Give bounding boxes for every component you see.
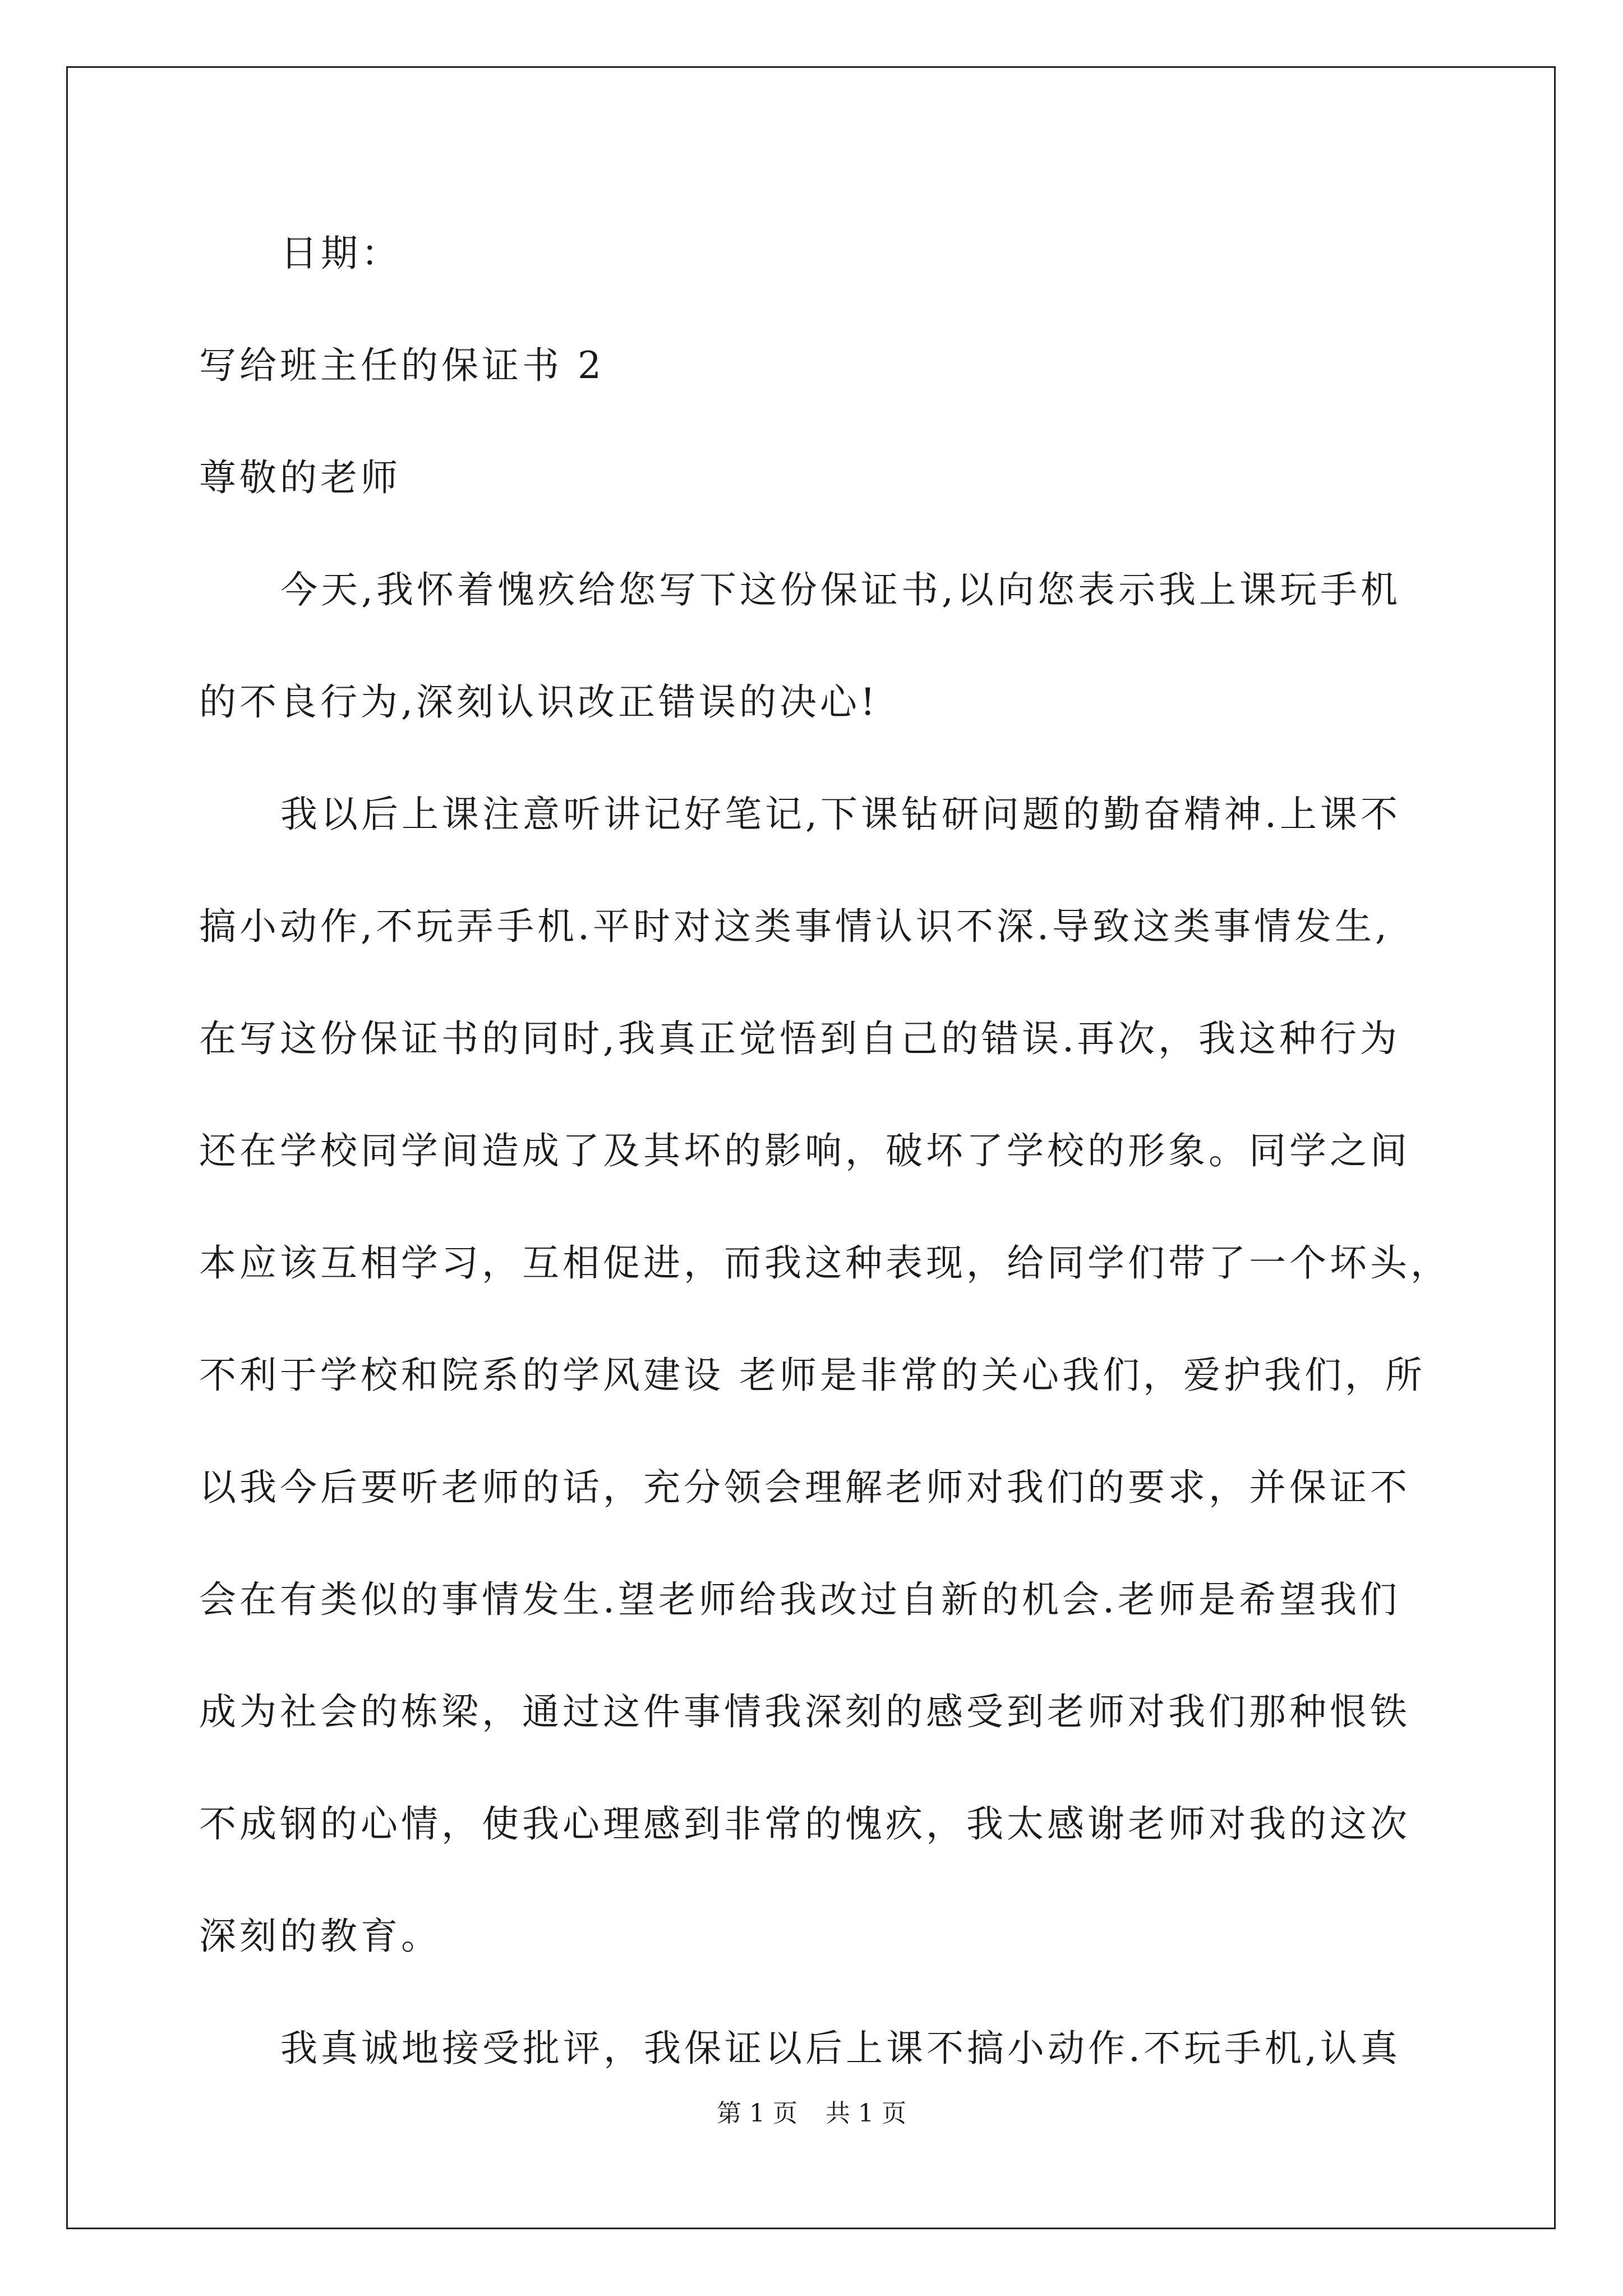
body-line: 会在有类似的事情发生.望老师给我改过自新的机会.老师是希望我们 (199, 1578, 1400, 1621)
body-line: 不利于学校和院系的学风建设 老师是非常的关心我们，爱护我们，所 (199, 1354, 1426, 1397)
page-total: 共 1 页 (826, 2099, 906, 2128)
body-line: 我真诚地接受批评，我保证以后上课不搞小动作.不玩手机,认真 (280, 2027, 1401, 2070)
body-line: 深刻的教育。 (199, 1915, 441, 1958)
body-line: 的不良行为,深刻认识改正错误的决心! (199, 680, 879, 724)
document-title: 写给班主任的保证书 2 (199, 344, 605, 387)
body-line: 本应该互相学习，互相促进，而我这种表现，给同学们带了一个坏头， (199, 1241, 1451, 1285)
body-line: 搞小动作,不玩弄手机.平时对这类事情认识不深.导致这类事情发生, (199, 905, 1390, 948)
salutation: 尊敬的老师 (199, 456, 401, 499)
body-line: 我以后上课注意听讲记好笔记,下课钻研问题的勤奋精神.上课不 (280, 793, 1401, 836)
body-line: 不成钢的心情，使我心理感到非常的愧疚，我太感谢老师对我的这次 (199, 1802, 1410, 1846)
page-footer (0, 2098, 1623, 2129)
body-line: 以我今后要听老师的话，充分领会理解老师对我们的要求，并保证不 (199, 1466, 1410, 1509)
page-number: 第 1 页 (717, 2099, 797, 2128)
body-line: 在写这份保证书的同时,我真正觉悟到自己的错误.再次，我这种行为 (199, 1017, 1400, 1060)
body-line: 今天,我怀着愧疚给您写下这份保证书,以向您表示我上课玩手机 (280, 568, 1401, 611)
date-label: 日期： (280, 232, 402, 275)
body-line: 还在学校同学间造成了及其坏的影响，破坏了学校的形象。同学之间 (199, 1129, 1410, 1172)
body-line: 成为社会的栋梁，通过这件事情我深刻的感受到老师对我们那种恨铁 (199, 1690, 1410, 1733)
